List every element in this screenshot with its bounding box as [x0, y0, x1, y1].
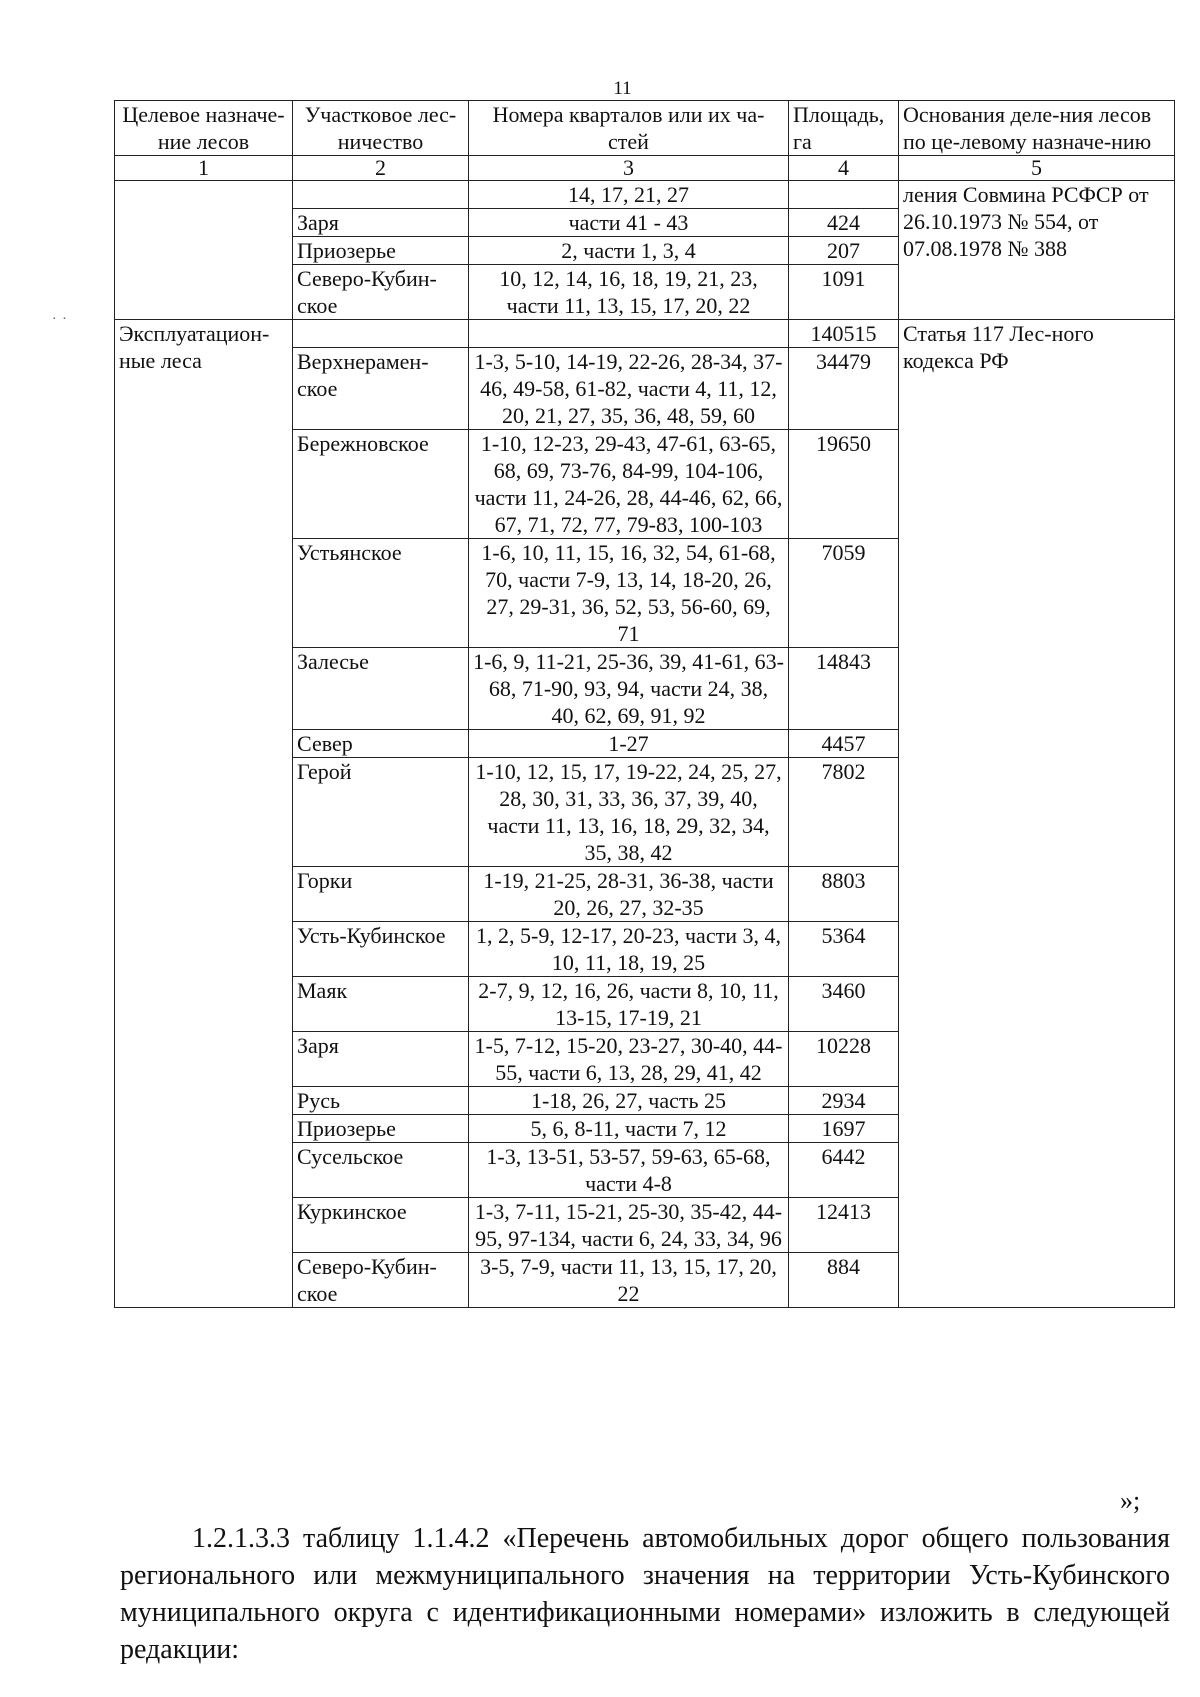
district-cell: Север [293, 730, 469, 758]
district-cell: Герой [293, 758, 469, 867]
quarters-cell [469, 320, 789, 348]
area-cell: 34479 [789, 348, 899, 430]
area-cell: 14843 [789, 648, 899, 730]
area-cell: 7059 [789, 539, 899, 648]
quarters-cell: 1-19, 21-25, 28-31, 36-38, части 20, 26, 27, 32-35 [469, 867, 789, 922]
district-cell: Северо-Кубин-ское [293, 1253, 469, 1308]
area-cell: 4457 [789, 730, 899, 758]
area-cell: 7802 [789, 758, 899, 867]
purpose-cell [115, 181, 293, 320]
district-cell: Устьянское [293, 539, 469, 648]
basis-cell: ления Совмина РСФСР от 26.10.1973 № 554, от 07.08.1978 № 388 [899, 181, 1175, 320]
header-purpose: Целевое назначе-ние лесов [115, 101, 293, 156]
table-header-row [115, 101, 1175, 156]
quarters-cell: 3-5, 7-9, части 11, 13, 15, 17, 20, 22 [469, 1253, 789, 1308]
page-number: 11 [613, 78, 632, 99]
district-cell [293, 181, 469, 209]
purpose-cell: Эксплуатацион-ные леса [115, 320, 293, 1308]
quarters-cell: 10, 12, 14, 16, 18, 19, 21, 23, части 11, 13, 15, 17, 20, 22 [469, 265, 789, 320]
column-number: 4 [789, 156, 899, 181]
area-cell: 3460 [789, 977, 899, 1032]
basis-cell: Статья 117 Лес-ного кодекса РФ [899, 320, 1175, 1308]
total-area-cell: 140515 [789, 320, 899, 348]
district-cell: Бережновское [293, 430, 469, 539]
district-cell: Усть-Кубинское [293, 922, 469, 977]
column-number: 3 [469, 156, 789, 181]
district-cell: Северо-Кубин-ское [293, 265, 469, 320]
district-cell: Залесье [293, 648, 469, 730]
quarters-cell: 1-18, 26, 27, часть 25 [469, 1087, 789, 1115]
district-cell: Горки [293, 867, 469, 922]
quarters-cell: 1-10, 12-23, 29-43, 47-61, 63-65, 68, 69, 73-76, 84-99, 104-106, части 11, 24-26, 28, 44-46, 62, 66, 67, 71, 72, 77, 79-83, 100-103 [469, 430, 789, 539]
header-basis: Основания деле-ния лесов по це-левому назначе-нию [899, 101, 1175, 156]
quarters-cell: 1-3, 5-10, 14-19, 22-26, 28-34, 37-46, 49-58, 61-82, части 4, 11, 12, 20, 21, 27, 35, 36, 48, 59, 60 [469, 348, 789, 430]
area-cell: 1697 [789, 1115, 899, 1143]
quarters-cell: 1-10, 12, 15, 17, 19-22, 24, 25, 27, 28, 30, 31, 33, 36, 37, 39, 40, части 11, 13, 16, 18, 29, 32, 34, 35, 38, 42 [469, 758, 789, 867]
area-cell: 12413 [789, 1198, 899, 1253]
district-cell: Маяк [293, 977, 469, 1032]
header-district: Участковое лес-ничество [293, 101, 469, 156]
area-cell: 884 [789, 1253, 899, 1308]
quarters-cell: 2, части 1, 3, 4 [469, 237, 789, 265]
quarters-cell: 1-27 [469, 730, 789, 758]
area-cell: 19650 [789, 430, 899, 539]
column-number: 1 [115, 156, 293, 181]
area-cell: 424 [789, 209, 899, 237]
area-cell: 2934 [789, 1087, 899, 1115]
quarters-cell: 1-6, 9, 11-21, 25-36, 39, 41-61, 63-68, 71-90, 93, 94, части 24, 38, 40, 62, 69, 91, 92 [469, 648, 789, 730]
paragraph-text: 1.2.1.3.3 таблицу 1.1.4.2 «Перечень автомобильных дорог общего пользования регионального или межмуниципального значения на территории Усть-Кубинского муниципального округа с идентификационными номерами» изложить в следующей редакции: [120, 1523, 1170, 1665]
table-body [115, 181, 1175, 1308]
table-row [115, 320, 1175, 348]
quarters-cell: 2-7, 9, 12, 16, 26, части 8, 10, 11, 13-15, 17-19, 21 [469, 977, 789, 1032]
quarters-cell: 5, 6, 8-11, части 7, 12 [469, 1115, 789, 1143]
district-cell: Верхнерамен-ское [293, 348, 469, 430]
header-area: Площадь, га [789, 101, 899, 156]
district-cell: Куркинское [293, 1198, 469, 1253]
table-row [115, 181, 1175, 209]
quarters-cell: части 41 - 43 [469, 209, 789, 237]
header-quarters: Номера кварталов или их ча-стей [469, 101, 789, 156]
district-cell: Заря [293, 209, 469, 237]
quarters-cell: 1-6, 10, 11, 15, 16, 32, 54, 61-68, 70, части 7-9, 13, 14, 18-20, 26, 27, 29-31, 36, 52, 53, 56-60, 69, 71 [469, 539, 789, 648]
column-number-row [115, 156, 1175, 181]
district-cell: Приозерье [293, 237, 469, 265]
district-cell [293, 320, 469, 348]
scan-artifact: · · [52, 312, 68, 327]
quarters-cell: 1-3, 13-51, 53-57, 59-63, 65-68, части 4-8 [469, 1143, 789, 1198]
column-number: 5 [899, 156, 1175, 181]
forest-purpose-table [114, 100, 1175, 1308]
area-cell: 8803 [789, 867, 899, 922]
district-cell: Приозерье [293, 1115, 469, 1143]
column-number: 2 [293, 156, 469, 181]
area-cell [789, 181, 899, 209]
area-cell: 5364 [789, 922, 899, 977]
district-cell: Заря [293, 1032, 469, 1087]
quarters-cell: 1, 2, 5-9, 12-17, 20-23, части 3, 4, 10, 11, 18, 19, 25 [469, 922, 789, 977]
area-cell: 1091 [789, 265, 899, 320]
district-cell: Сусельское [293, 1143, 469, 1198]
closing-quote: »; [1120, 1486, 1141, 1515]
quarters-cell: 14, 17, 21, 27 [469, 181, 789, 209]
area-cell: 10228 [789, 1032, 899, 1087]
area-cell: 207 [789, 237, 899, 265]
area-cell: 6442 [789, 1143, 899, 1198]
district-cell: Русь [293, 1087, 469, 1115]
amendment-paragraph [120, 1520, 1170, 1668]
quarters-cell: 1-3, 7-11, 15-21, 25-30, 35-42, 44-95, 97-134, части 6, 24, 33, 34, 96 [469, 1198, 789, 1253]
quarters-cell: 1-5, 7-12, 15-20, 23-27, 30-40, 44-55, части 6, 13, 28, 29, 41, 42 [469, 1032, 789, 1087]
